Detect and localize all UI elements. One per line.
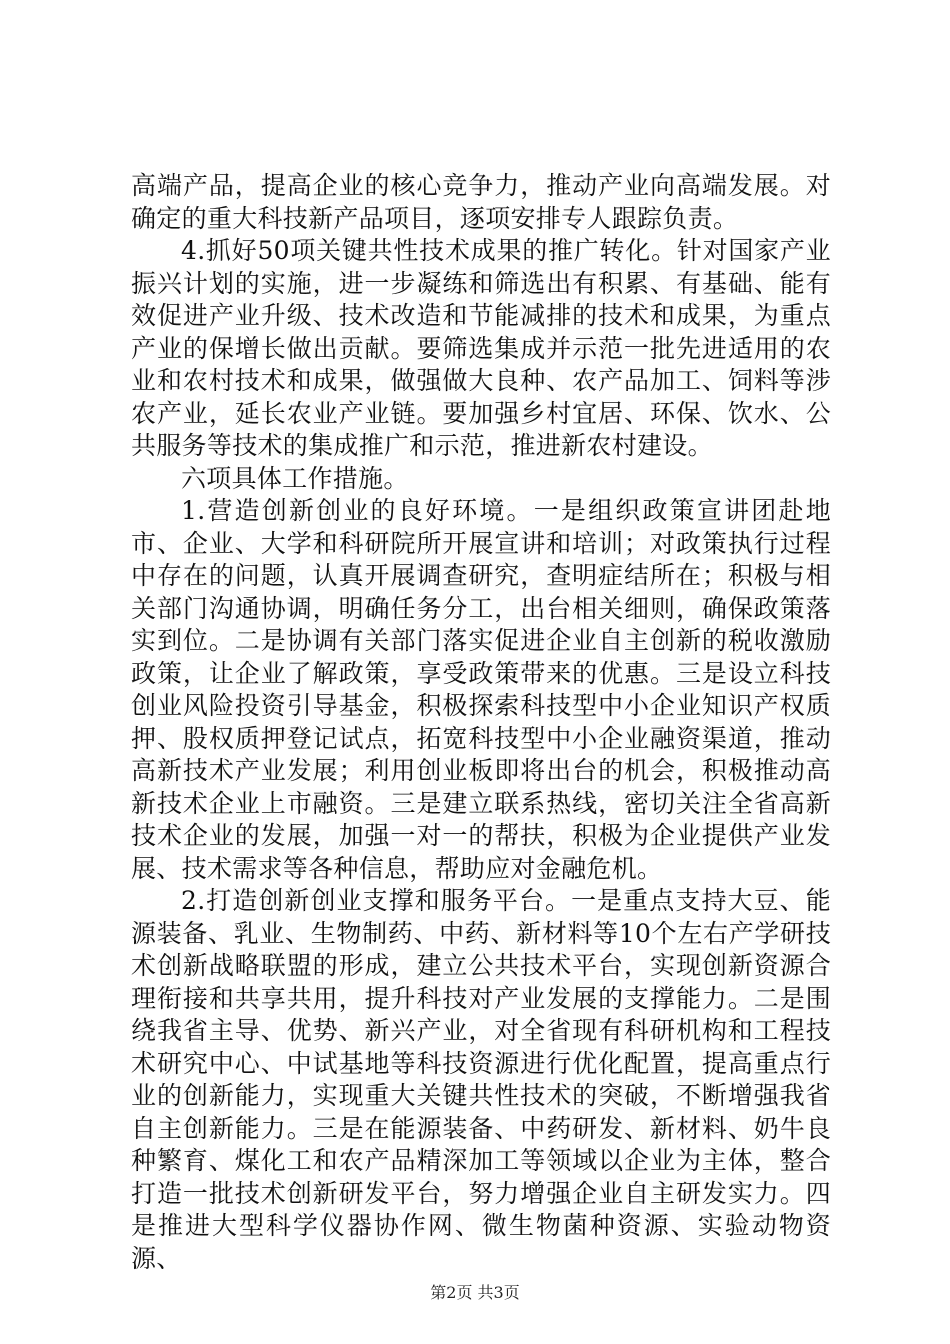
paragraph-2: 4.抓好50项关键共性技术成果的推广转化。针对国家产业振兴计划的实施，进一步凝练和筛选出有积累、有基础、能有效促进产业升级、技术改造和节能减排的技术和成果，为重点产业的保增长做出贡献。要筛选集成并示范一批先进适用的农业和农村技术和成果，做强做大良种、农产品加工、饲料等涉农产业，延长农业产业链。要加强乡村宜居、环保、饮水、公共服务等技术的集成推广和示范，推进新农村建设。: [131, 236, 831, 460]
paragraph-1: 高端产品，提高企业的核心竞争力，推动产业向高端发展。对确定的重大科技新产品项目，逐项安排专人跟踪负责。: [131, 171, 831, 233]
document-body: [131, 170, 831, 1275]
page-footer: 第2页 共3页: [430, 1283, 520, 1302]
paragraph-5: 2.打造创新创业支撑和服务平台。一是重点支持大豆、能源装备、乳业、生物制药、中药、新材料等10个左右产学研技术创新战略联盟的形成，建立公共技术平台，实现创新资源合理衔接和共享共用，提升科技对产业发展的支撑能力。二是围绕我省主导、优势、新兴产业，对全省现有科研机构和工程技术研究中心、中试基地等科技资源进行优化配置，提高重点行业的创新能力，实现重大关键共性技术的突破，不断增强我省自主创新能力。三是在能源装备、中药研发、新材料、奶牛良种繁育、煤化工和农产品精深加工等领域以企业为主体，整合打造一批技术创新研发平台，努力增强企业自主研发实力。四是推进大型科学仪器协作网、微生物菌种资源、实验动物资源、: [131, 886, 831, 1273]
paragraph-3: 六项具体工作措施。: [181, 463, 409, 493]
paragraph-4: 1.营造创新创业的良好环境。一是组织政策宣讲团赴地市、企业、大学和科研院所开展宣讲和培训；对政策执行过程中存在的问题，认真开展调查研究，查明症结所在；积极与相关部门沟通协调，明确任务分工，出台相关细则，确保政策落实到位。二是协调有关部门落实促进企业自主创新的税收激励政策，让企业了解政策，享受政策带来的优惠。三是设立科技创业风险投资引导基金，积极探索科技型中小企业知识产权质押、股权质押登记试点，拓宽科技型中小企业融资渠道，推动高新技术产业发展；利用创业板即将出台的机会，积极推动高新技术企业上市融资。三是建立联系热线，密切关注全省高新技术企业的发展，加强一对一的帮扶，积极为企业提供产业发展、技术需求等各种信息，帮助应对金融危机。: [131, 496, 831, 883]
